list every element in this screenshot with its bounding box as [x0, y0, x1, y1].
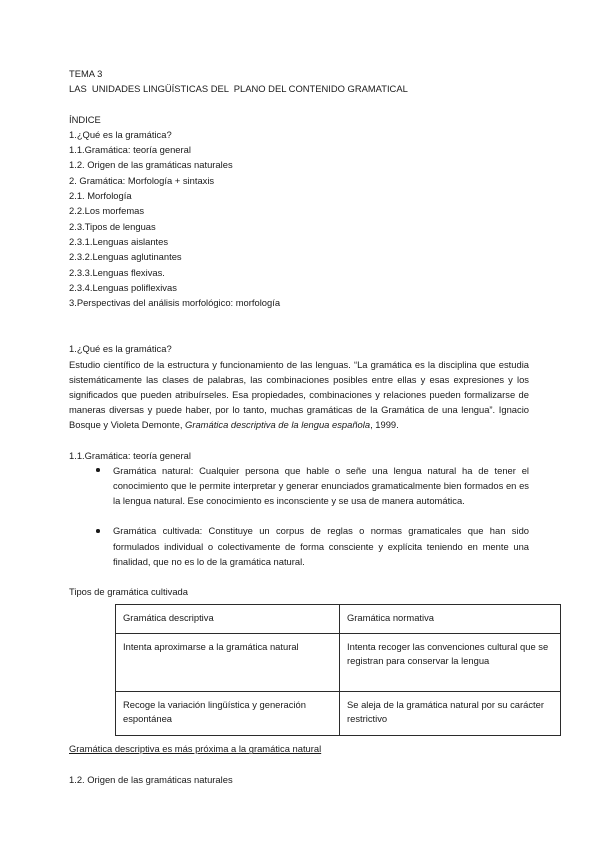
index-item: 2.3.3.Lenguas flexivas. — [69, 266, 165, 278]
index-item: 2.3.2.Lenguas aglutinantes — [69, 251, 182, 263]
tema-label: TEMA 3 — [69, 68, 103, 79]
index-item: 1.¿Qué es la gramática? — [69, 128, 172, 140]
table-header-cell: Gramática descriptiva — [116, 605, 340, 634]
conclusion-text: Gramática descriptiva es más próxima a la gramática natural — [69, 743, 322, 755]
index-section — [69, 112, 540, 311]
table-cell: Intenta aproximarse a la gramática natural — [116, 634, 340, 692]
spacer-before-table — [69, 569, 540, 584]
title-block — [69, 66, 540, 97]
table-row — [116, 605, 561, 634]
spacer-after-title — [69, 97, 540, 112]
table-header-cell: Gramática normativa — [340, 605, 561, 634]
index-item: 2.3.Tipos de lenguas — [69, 220, 156, 232]
spacer-before-section-1-1 — [69, 433, 540, 448]
index-item: 3.Perspectivas del análisis morfológico: morfología — [69, 297, 281, 309]
page-title: LAS UNIDADES LINGÜÍSTICAS DEL PLANO DEL CONTENIDO GRAMATICAL — [69, 83, 408, 95]
table-row — [116, 692, 561, 736]
spacer-before-section-1 — [69, 310, 540, 341]
section-1-heading: 1.¿Qué es la gramática? — [69, 343, 172, 355]
list-item — [69, 463, 529, 509]
index-item: 2.1. Morfología — [69, 190, 132, 202]
grammar-comparison-table — [115, 604, 561, 736]
table-row — [116, 634, 561, 692]
list-item — [69, 523, 529, 569]
table-cell: Recoge la variación lingüística y generación espontánea — [116, 692, 340, 736]
grammar-types-list — [69, 463, 540, 569]
index-item: 1.2. Origen de las gramáticas naturales — [69, 159, 233, 171]
index-item: 1.1.Gramática: teoría general — [69, 144, 191, 156]
index-item: 2.2.Los morfemas — [69, 205, 145, 217]
paragraph-text-part2: , 1999. — [370, 419, 399, 431]
section-1-paragraph — [69, 357, 529, 433]
conclusion-line — [69, 739, 540, 757]
index-item: 2. Gramática: Morfología + sintaxis — [69, 174, 215, 186]
list-item-text: Gramática natural: Cualquier persona que hable o señe una lengua natural ha de tener el conocimiento que le permite interpretar y generar enunciados gramaticalmente bien formados en es la lengua natural. Ese conocimiento es inconsciente y se usa de manera automática. — [113, 464, 529, 507]
section-1-2-heading: 1.2. Origen de las gramáticas naturales — [69, 774, 233, 786]
book-title-italic: Gramática descriptiva de la lengua española — [185, 419, 371, 431]
table-cell: Intenta recoger las convenciones cultural que se registran para conservar la lengua — [340, 634, 561, 692]
list-item-text: Gramática cultivada: Constituye un corpus de reglas o normas gramaticales que han sido formulados individual o colectivamente de forma consciente y explícita teniendo en mente una finalidad, que no es lo de la gramática natural. — [113, 525, 529, 567]
index-item: 2.3.4.Lenguas poliflexivas — [69, 281, 177, 293]
bullet-dot-icon — [96, 529, 100, 533]
table-caption: Tipos de gramática cultivada — [69, 586, 188, 598]
index-heading: ÍNDICE — [69, 113, 101, 125]
table-cell: Se aleja de la gramática natural por su carácter restrictivo — [340, 692, 561, 736]
paragraph-text-part1: Estudio científico de la estructura y funcionamiento de las lenguas. “La gramática es la disciplina que estudia sistemáticamente las clases de palabras, las combinaciones posibles entre ellas y esas expresiones y los significados que pueden atribuírseles. Esa propiedades, combinaciones y relaciones pueden formalizarse de maneras diversas y puede haber, por lo tanto, muchas gramáticas de la Gramática de una lengua”. Ignacio Bosque y Violeta Demonte, — [69, 358, 529, 431]
spacer-before-section-1-2 — [69, 757, 540, 772]
index-item: 2.3.1.Lenguas aislantes — [69, 235, 169, 247]
bullet-dot-icon — [96, 468, 100, 472]
section-1-1-heading: 1.1.Gramática: teoría general — [69, 449, 191, 461]
